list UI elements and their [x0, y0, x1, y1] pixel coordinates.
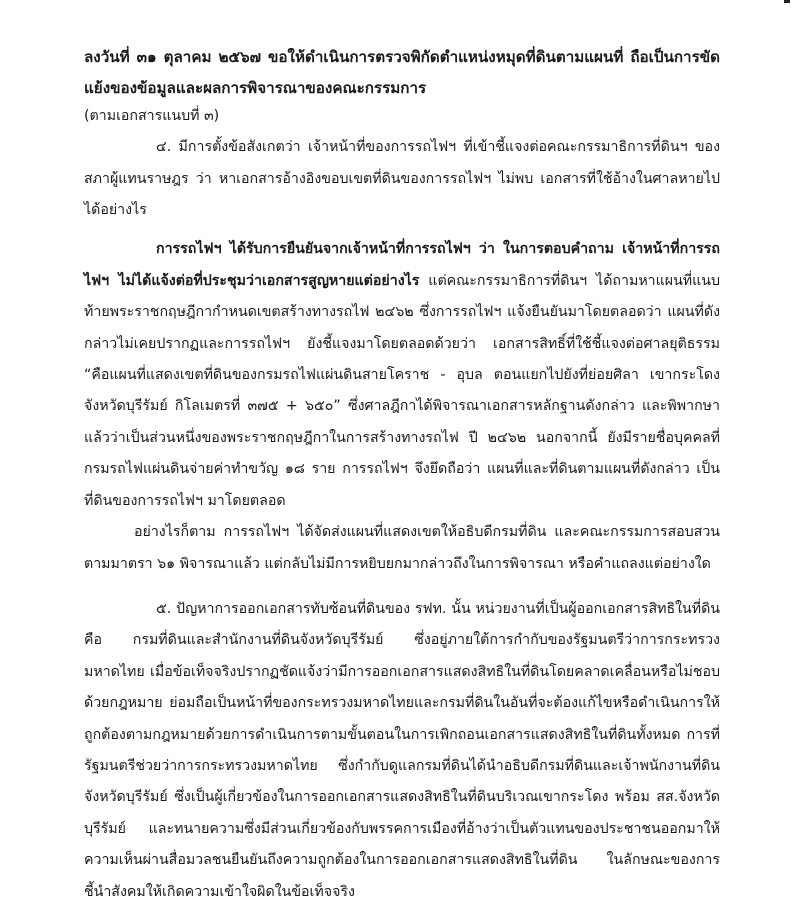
railway-response-paragraph: [84, 234, 720, 517]
bold-statement: การรถไฟฯ ได้รับการยืนยันจากเจ้าหน้าที่การรถไฟฯ ว่า ในการตอบคำถาม เจ้าหน้าที่การรถไฟฯ ไม่ได้แจ้งต่อที่ประชุมว่าเอกสารสูญหายแต่อย่างไร: [84, 241, 720, 289]
page-corner-mark: [784, 0, 790, 3]
item-5-paragraph: ๕. ปัญหาการออกเอกสารทับซ้อนที่ดินของ รฟท. นั้น หน่วยงานที่เป็นผู้ออกเอกสารสิทธิในที่ดิน คือ กรมที่ดินและสำนักงานที่ดินจังหวัดบุรีรัมย์ ซึ่งอยู่ภายใต้การกำกับของรัฐมนตรีว่าการกระทรวงมหาดไทย เมื่อข้อเท็จจริงปรากฏชัดแจ้งว่ามีการออกเอกสารแสดงสิทธิในที่ดินโดยคลาดเคลื่อนหรือไม่ชอบด้วยกฎหมาย ย่อมถือเป็นหน้าที่ของกระทรวงมหาดไทยและกรมที่ดินในอันที่จะต้องแก้ไขหรือดำเนินการให้ถูกต้องตามกฎหมายด้วยการดำเนินการตามขั้นตอนในการเพิกถอนเอกสารแสดงสิทธิในที่ดินทั้งหมด การที่รัฐมนตรีช่วยว่าการกระทรวงมหาดไทย ซึ่งกำกับดูแลกรมที่ดินได้นำอธิบดีกรมที่ดินและเจ้าพนักงานที่ดินจังหวัดบุรีรัมย์ ซึ่งเป็นผู้เกี่ยวข้องในการออกเอกสารแสดงสิทธิในที่ดินบริเวณเขากระโดง พร้อม สส.จังหวัดบุรีรัมย์ และทนายความซึ่งมีส่วนเกี่ยวข้องกับพรรคการเมืองที่อ้างว่าเป็นตัวแทนของประชาชนออกมาให้ความเห็นผ่านสื่อมวลชนยืนยันถึงความถูกต้องในการออกเอกสารแสดงสิทธิในที่ดิน ในลักษณะของการชี้นำสังคมให้เกิดความเข้าใจผิดในข้อเท็จจริง: [84, 600, 720, 900]
attachment-note: (ตามเอกสารแนบที่ ๓): [84, 107, 220, 124]
document-heading: ลงวันที่ ๓๑ ตุลาคม ๒๕๖๗ ขอให้ดำเนินการตรวจพิกัดตำแหน่งหมุดที่ดินตามแผนที่ ถือเป็นการขัดแย้งของข้อมูลและผลการพิจารณาของคณะกรรมการ: [84, 48, 720, 98]
however-paragraph: อย่างไรก็ตาม การรถไฟฯ ได้จัดส่งแผนที่แสดงเขตให้อธิบดีกรมที่ดิน และคณะกรรมการสอบสวนตามมาตรา ๖๑ พิจารณาแล้ว แต่กลับไม่มีการหยิบยกมากล่าวถึงในการพิจารณา หรือคำแถลงแต่อย่างใด: [84, 524, 720, 572]
item-4-paragraph: ๔. มีการตั้งข้อสังเกตว่า เจ้าหน้าที่ของการรถไฟฯ ที่เข้าชี้แจงต่อคณะกรรมาธิการที่ดินฯ ของสภาผู้แทนราษฎร ว่า หาเอกสารอ้างอิงขอบเขตที่ดินของการรถไฟฯ ไม่พบ เอกสารที่ใช้อ้างในศาลหายไปได้อย่างไร: [84, 139, 720, 219]
document-body: [84, 42, 720, 908]
statement-continuation: แต่คณะกรรมาธิการที่ดินฯ ได้ถามหาแผนที่แนบท้ายพระราชกฤษฎีกากำหนดเขตสร้างทางรถไฟ ๒๔๖๒ ซึ่งการรถไฟฯ แจ้งยืนยันมาโดยตลอดว่า แผนที่ดังกล่าวไม่เคยปรากฏและการรถไฟฯ ยังชี้แจงมาโดยตลอดด้วยว่า เอกสารสิทธิ์ที่ใช้ชี้แจงต่อศาลยุติธรรม “คือแผนที่แสดงเขตที่ดินของกรมรถไฟแผ่นดินสายโคราช - อุบล ตอนแยกไปยังที่ย่อยศิลา เขากระโดง จังหวัดบุรีรัมย์ กิโลเมตรที่ ๓๗๕ + ๖๕๐” ซึ่งศาลฎีกาได้พิจารณาเอกสารหลักฐานดังกล่าว และพิพากษาแล้วว่าเป็นส่วนหนึ่งของพระราชกฤษฎีกาในการสร้างทางรถไฟ ปี ๒๔๖๒ นอกจากนี้ ยังมีรายชื่อบุคคลที่กรมรถไฟแผ่นดินจ่ายค่าทำขวัญ ๑๘ ราย การรถไฟฯ จึงยึดถือว่า แผนที่และที่ดินตามแผนที่ดังกล่าว เป็นที่ดินของการรถไฟฯ มาโดยตลอด: [84, 272, 720, 509]
